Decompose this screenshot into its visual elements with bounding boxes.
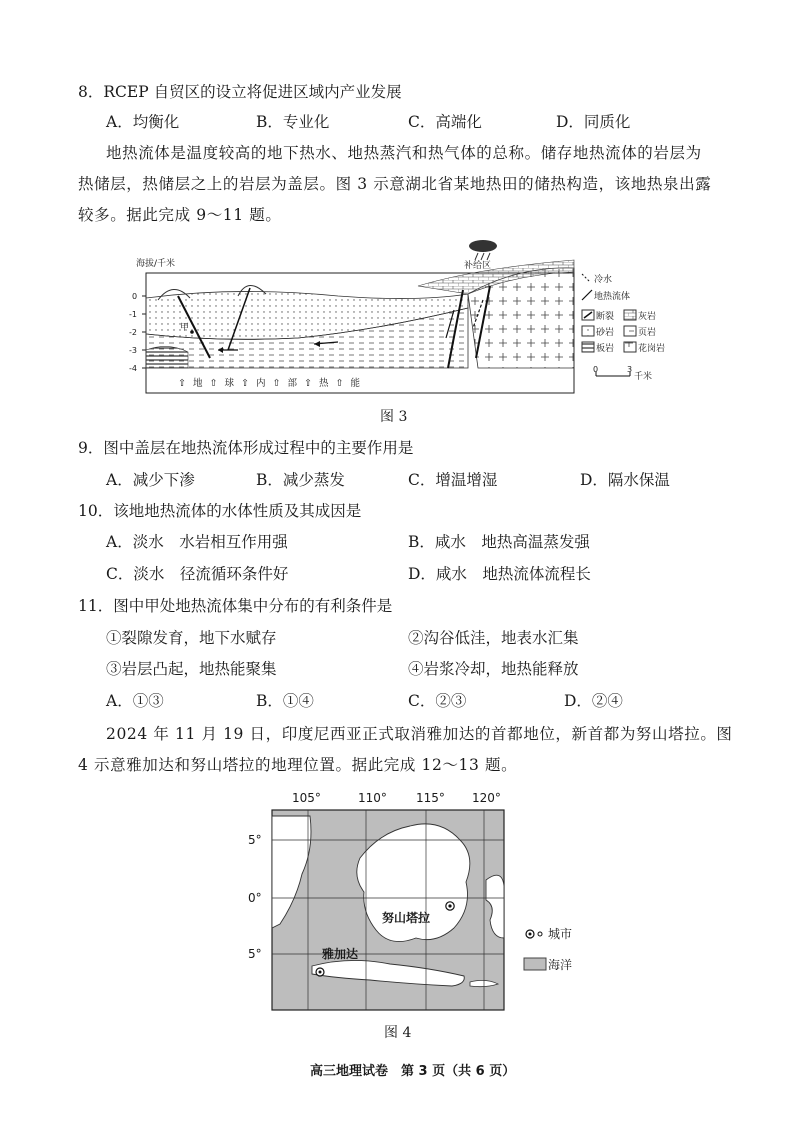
lat-0: 0° <box>248 891 262 905</box>
city-jakarta-label: 雅加达 <box>322 947 359 961</box>
fig3-recharge-label: 补给区 <box>464 261 492 271</box>
q8-option-d: D．同质化 <box>556 113 631 131</box>
legend-scale-unit: 千米 <box>634 372 653 382</box>
lon-120: 120° <box>472 791 501 805</box>
slate-layer <box>146 346 188 368</box>
city-nusantara-label: 努山塔拉 <box>382 911 431 925</box>
fig3-bottom-label: ⇧ 地 ⇧ 球 ⇧ 内 ⇧ 部 ⇧ 热 ⇧ 能 <box>178 378 362 389</box>
lat-5n: 5° <box>248 833 262 847</box>
legend-fault: 断裂 <box>596 312 615 322</box>
legend-sandstone: 砂岩 <box>596 328 615 338</box>
q10-option-d: D．咸水 地热流体流程长 <box>408 565 591 583</box>
q9-option-b: B．减少蒸发 <box>256 471 345 489</box>
q11-option-b: B．①④ <box>256 692 314 710</box>
q9-option-d: D．隔水保温 <box>580 471 670 489</box>
fig3-legend <box>582 273 665 382</box>
q10-option-c: C．淡水 径流循环条件好 <box>106 565 289 583</box>
intro2-line1: 2024 年 11 月 19 日，印度尼西亚正式取消雅加达的首都地位，新首都为努山塔拉。图 <box>106 725 733 743</box>
q9-option-a: A．减少下渗 <box>106 471 195 489</box>
fig3-y-label: 海拔/千米 <box>136 259 176 269</box>
q10-option-a: A．淡水 水岩相互作用强 <box>106 533 288 551</box>
fig3-ytick-4: -4 <box>129 364 137 373</box>
q11-statement-3: ③岩层凸起，地热能聚集 <box>106 660 277 678</box>
legend-scale-zero: 0 <box>593 365 599 374</box>
fig3-ytick-2: -2 <box>129 328 137 337</box>
q9-stem: 9．图中盖层在地热流体形成过程中的主要作用是 <box>78 439 414 457</box>
fig3-ytick-3: -3 <box>129 346 137 355</box>
intro1-line3: 较多。据此完成 9～11 题。 <box>78 206 282 224</box>
legend-shale: 页岩 <box>638 328 657 338</box>
legend-granite: 花岗岩 <box>638 344 666 354</box>
legend-cold-water: 冷水 <box>594 275 613 285</box>
lon-110: 110° <box>358 791 387 805</box>
q8-option-a: A．均衡化 <box>106 113 180 131</box>
legend-scale-value: 3 <box>627 365 633 374</box>
legend-limestone: 灰岩 <box>638 312 657 322</box>
q10-stem: 10．该地地热流体的水体性质及其成因是 <box>78 502 362 520</box>
legend-ocean-label: 海洋 <box>548 958 573 972</box>
lat-5s: 5° <box>248 947 262 961</box>
q11-statement-1: ①裂隙发育，地下水赋存 <box>106 629 277 647</box>
fig3-point-label: 甲 <box>180 323 190 333</box>
legend-geo-fluid: 地热流体 <box>594 292 631 302</box>
q8-option-c: C．高端化 <box>408 113 482 131</box>
q11-stem: 11．图中甲处地热流体集中分布的有利条件是 <box>78 597 393 615</box>
legend-city-label: 城市 <box>548 927 573 941</box>
figure-4-caption: 图 4 <box>384 1025 412 1041</box>
figure-4-map <box>240 788 600 1018</box>
q11-option-a: A．①③ <box>106 692 164 710</box>
legend-slate: 板岩 <box>596 344 615 354</box>
figure-3-caption: 图 3 <box>380 409 408 425</box>
intro1-line2: 热储层，热储层之上的岩层为盖层。图 3 示意湖北省某地热田的储热构造，该地热泉出露 <box>78 175 712 193</box>
q11-statement-2: ②沟谷低洼，地表水汇集 <box>408 629 579 647</box>
q11-statement-4: ④岩浆冷却，地热能释放 <box>408 660 579 678</box>
q10-option-b: B．咸水 地热高温蒸发强 <box>408 533 590 551</box>
q11-option-c: C．②③ <box>408 692 467 710</box>
q11-option-d: D．②④ <box>564 692 623 710</box>
intro1-line1: 地热流体是温度较高的地下热水、地热蒸汽和热气体的总称。储存地热流体的岩层为 <box>106 144 702 162</box>
legend-ocean-swatch <box>524 958 546 970</box>
page-footer: 高三地理试卷 第 3 页（共 6 页） <box>310 1064 516 1079</box>
figure-3-cross-section <box>118 238 678 408</box>
q8-stem: 8．RCEP 自贸区的设立将促进区域内产业发展 <box>78 83 402 101</box>
lon-105: 105° <box>292 791 321 805</box>
lon-115: 115° <box>416 791 445 805</box>
fig3-ytick-1: -1 <box>129 310 137 319</box>
q8-option-b: B．专业化 <box>256 113 330 131</box>
q9-option-c: C．增温增湿 <box>408 471 498 489</box>
fig3-ytick-0: 0 <box>132 292 138 301</box>
intro2-line2: 4 示意雅加达和努山塔拉的地理位置。据此完成 12～13 题。 <box>78 756 518 774</box>
